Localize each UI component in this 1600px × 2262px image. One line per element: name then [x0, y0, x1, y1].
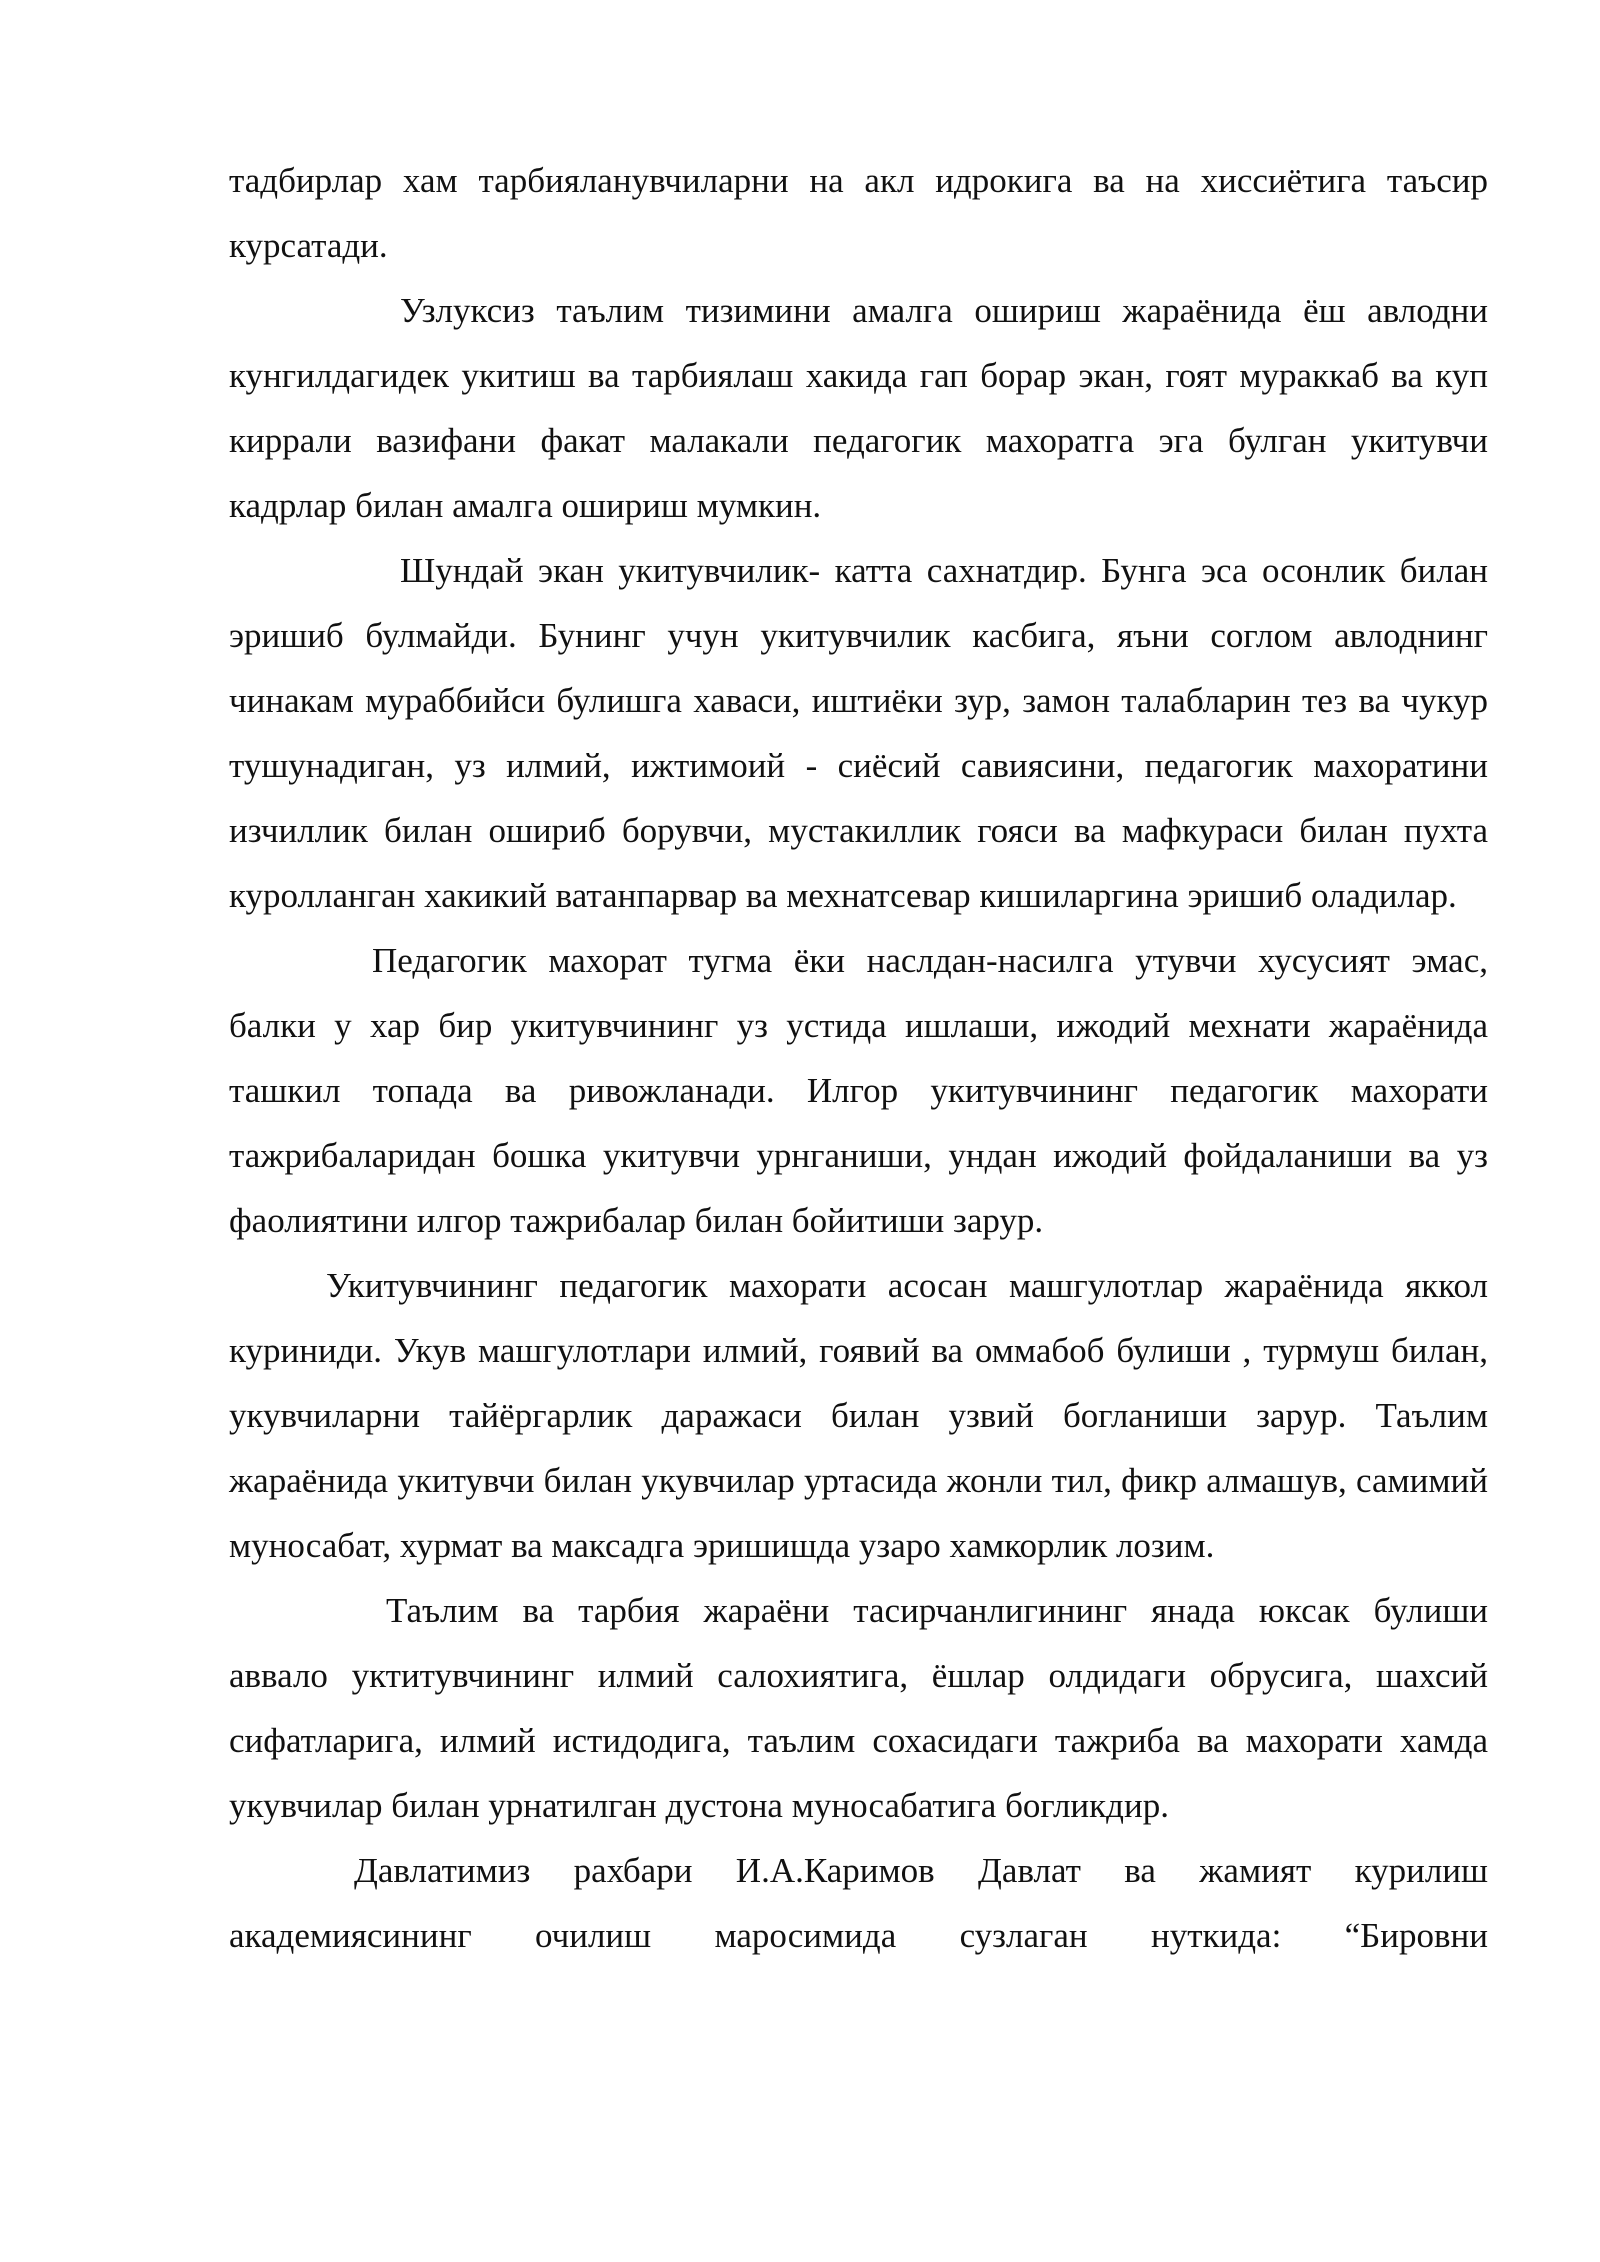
paragraph-6: Таълим ва тарбия жараёни тасирчанлигининг янада юксак булиши аввало уктитувчининг илмий салохиятига, ёшлар олдидаги обрусига, шахсий сифатларига, илмий истидодига, таълим сохасидаги тажриба ва махорати хамда укувчилар билан урнатилган дустона муносабатига богликдир.	[229, 1591, 1488, 1825]
paragraph-4: Педагогик махорат тугма ёки наслдан-насилга утувчи хусусият эмас, балки у хар бир укитувчининг уз устида ишлаши, ижодий мехнати жараёнида ташкил топада ва ривожланади. Илгор укитувчининг педагогик махорати тажрибаларидан бошка укитувчи урнганиши, ундан ижодий фойдаланиши ва уз фаолиятини илгор тажрибалар билан бойитиши зарур.	[229, 941, 1488, 1240]
paragraph-3: Шундай экан укитувчилик- катта сахнатдир. Бунга эса осонлик билан эришиб булмайди. Бунинг учун укитувчилик касбига, яъни соглом авлоднинг чинакам мураббийси булишга хаваси, иштиёки зур, замон талабларин тез ва чукур тушунадиган, уз илмий, ижтимоий - сиёсий савиясини, педагогик махоратини изчиллик билан ошириб борувчи, мустакиллик гояси ва мафкураси билан пухта куролланган хакикий ватанпарвар ва мехнатсевар кишиларгина эришиб оладилар.	[229, 551, 1488, 915]
paragraph-2: Узлуксиз таълим тизимини амалга ошириш жараёнида ёш авлодни кунгилдагидек укитиш ва тарбиялаш хакида гап борар экан, гоят мураккаб ва куп киррали вазифани факат малакали педагогик махоратга эга булган укитувчи кадрлар билан амалга ошириш мумкин.	[229, 291, 1488, 525]
paragraph-5: Укитувчининг педагогик махорати асосан машгулотлар жараёнида яккол куриниди. Укув машгулотлари илмий, гоявий ва оммабоб булиши , турмуш билан, укувчиларни тайёргарлик даражаси билан узвий богланиши зарур. Таълим жараёнида укитувчи билан укувчилар уртасида жонли тил, фикр алмашув, самимий муносабат, хурмат ва максадга эришишда узаро хамкорлик лозим.	[229, 1266, 1488, 1565]
document-page	[229, 148, 1488, 1968]
paragraph-7: Давлатимиз рахбари И.А.Каримов Давлат ва жамият курилиш академиясининг очилиш маросимида сузлаган нуткида: “Бировни	[229, 1851, 1488, 1955]
paragraph-1: тадбирлар хам тарбияланувчиларни на акл идрокига ва на хиссиётига таъсир курсатади.	[229, 161, 1488, 265]
